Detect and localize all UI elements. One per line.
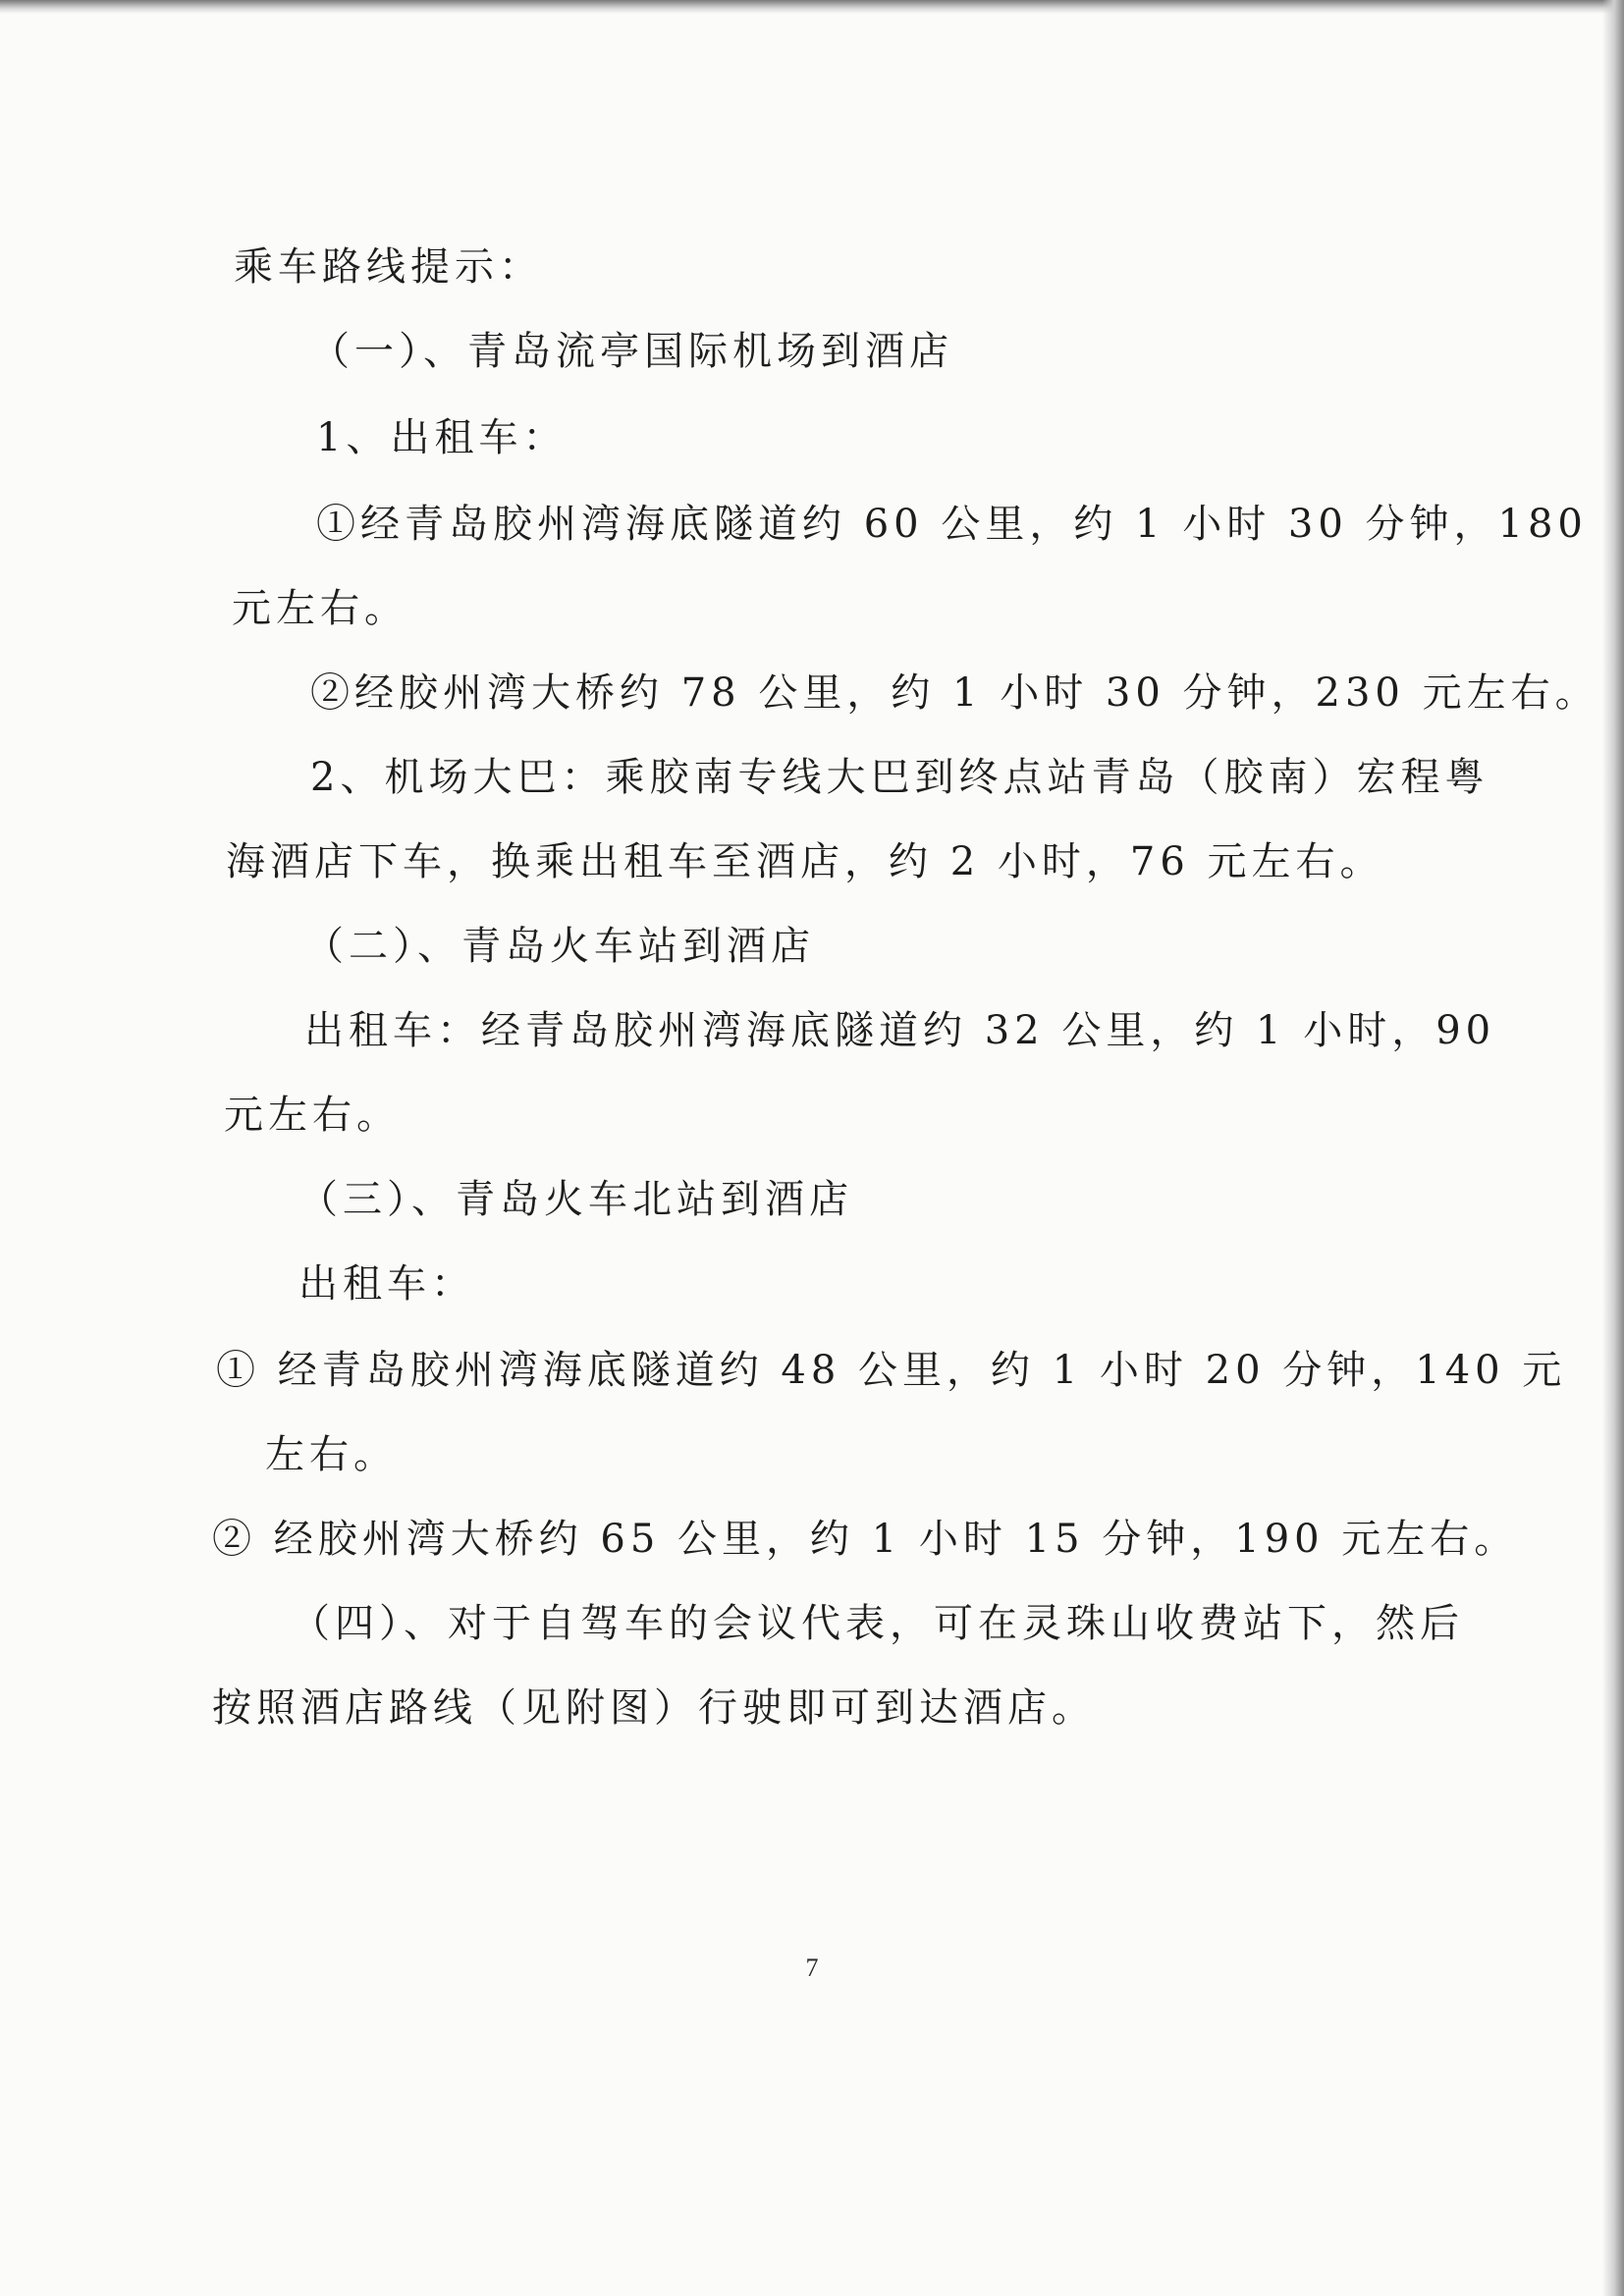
section-4-line-2: 按照酒店路线（见附图）行驶即可到达酒店。 <box>212 1685 1096 1731</box>
section-3-taxi-route-2: ② 经胶州湾大桥约 65 公里，约 1 小时 15 分钟，190 元左右。 <box>212 1517 1519 1562</box>
section-2-taxi-line-1: 出租车：经青岛胶州湾海底隧道约 32 公里，约 1 小时，90 <box>304 1008 1496 1053</box>
section-1-airport-bus-line-1: 2、机场大巴：乘胶南专线大巴到终点站青岛（胶南）宏程粤 <box>310 755 1489 800</box>
scan-edge-top <box>0 0 1624 14</box>
section-3-taxi-label: 出租车： <box>298 1261 475 1307</box>
section-1-title: （一）、青岛流亭国际机场到酒店 <box>310 329 953 374</box>
document-heading: 乘车路线提示： <box>234 244 543 290</box>
section-1-taxi-label: 1、出租车： <box>316 415 568 460</box>
page-number: 7 <box>805 1953 819 1982</box>
section-4-line-1: （四）、对于自驾车的会议代表，可在灵珠山收费站下，然后 <box>291 1601 1464 1646</box>
section-1-taxi-route-1-line-1: ①经青岛胶州湾海底隧道约 60 公里，约 1 小时 30 分钟，180 <box>316 502 1588 547</box>
section-3-taxi-route-1-line-2: 左右。 <box>265 1432 398 1477</box>
section-1-taxi-route-1-line-2: 元左右。 <box>232 586 408 631</box>
section-3-taxi-route-1-line-1: ① 经青岛胶州湾海底隧道约 48 公里，约 1 小时 20 分钟，140 元 <box>216 1348 1567 1393</box>
section-2-title: （二）、青岛火车站到酒店 <box>304 924 815 969</box>
section-3-title: （三）、青岛火车北站到酒店 <box>298 1177 853 1222</box>
section-1-taxi-route-2: ②经胶州湾大桥约 78 公里，约 1 小时 30 分钟，230 元左右。 <box>310 670 1599 716</box>
section-1-airport-bus-line-2: 海酒店下车，换乘出租车至酒店，约 2 小时，76 元左右。 <box>226 839 1384 884</box>
scan-edge-right <box>1602 0 1624 2296</box>
section-2-taxi-line-2: 元左右。 <box>224 1093 401 1138</box>
